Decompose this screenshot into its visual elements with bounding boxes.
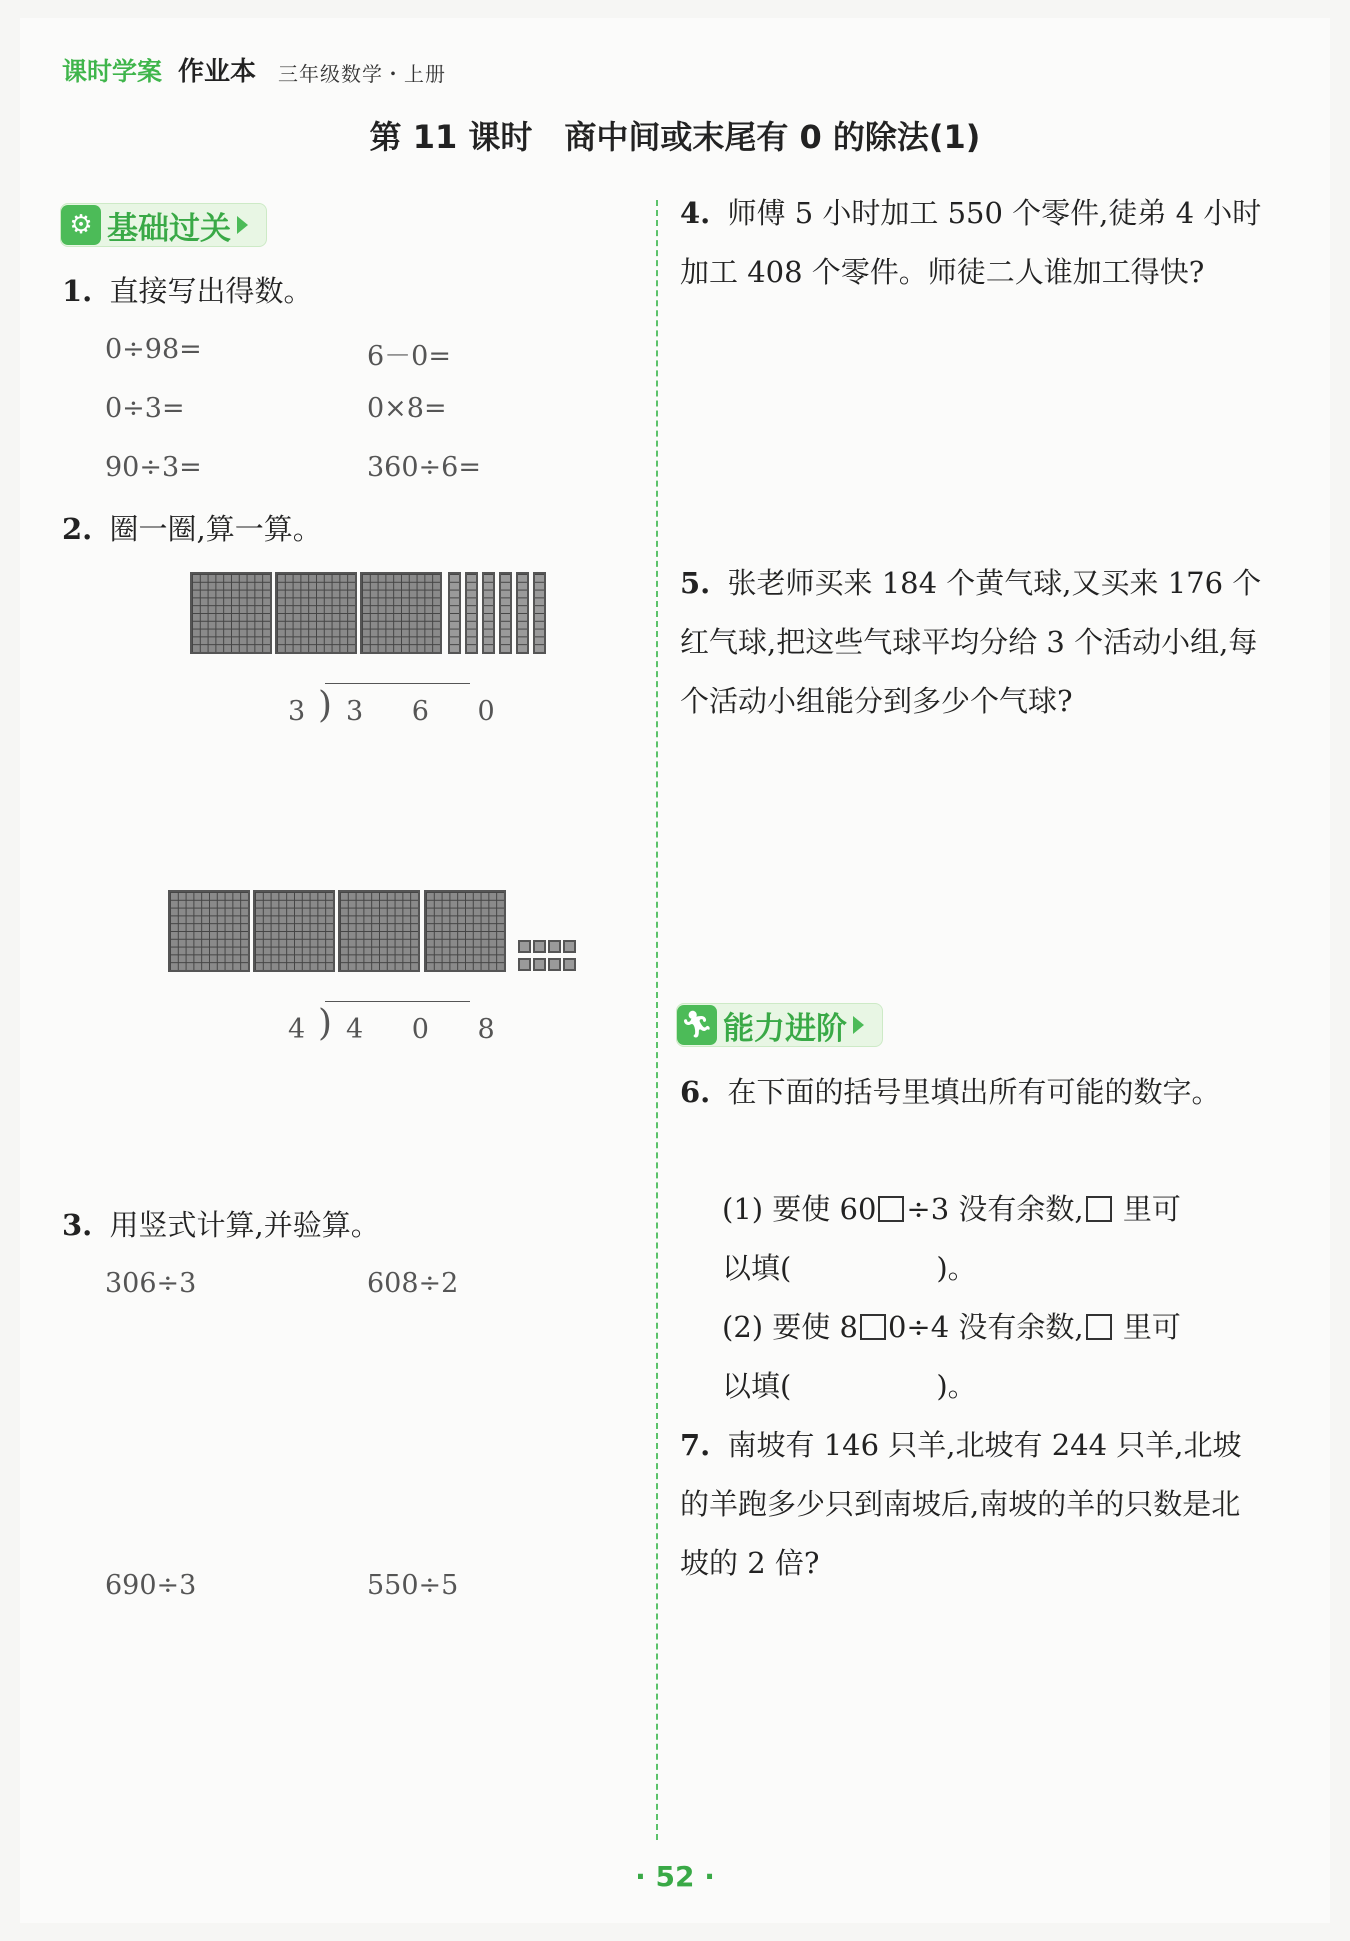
ten-rod: [516, 572, 529, 654]
book-subtitle: 三年级数学・上册: [278, 62, 446, 86]
q1-item: 90÷3=: [105, 452, 202, 483]
arrow-icon: [237, 216, 248, 234]
section-basic-label: 基础过关: [107, 210, 231, 247]
brand-series-name: 课时学案: [62, 57, 163, 86]
divisor: 4: [288, 1014, 306, 1045]
unit-cube: [548, 958, 561, 971]
unit-cube: [533, 940, 546, 953]
unit-cube: [518, 958, 531, 971]
q5: [680, 554, 1262, 731]
hundred-block: [168, 890, 250, 972]
unit-cube: [533, 958, 546, 971]
q1-item: 360÷6=: [367, 452, 481, 483]
q1-item: 0÷98=: [105, 334, 202, 365]
hundred-block: [360, 572, 442, 654]
q2-text: 圈一圈,算一算。: [109, 512, 322, 546]
q3-item: 550÷5: [367, 1570, 459, 1601]
q7: [680, 1416, 1262, 1593]
unit-cube: [563, 940, 576, 953]
q6-sub2-answer: 以填( )。: [722, 1369, 977, 1403]
q3: [62, 1196, 380, 1254]
hundred-block: [275, 572, 357, 654]
page-number: · 52 ·: [635, 1860, 715, 1893]
q6-text: 在下面的括号里填出所有可能的数字。: [727, 1075, 1221, 1109]
q4-number: 4.: [680, 196, 711, 230]
q3-text: 用竖式计算,并验算。: [109, 1208, 380, 1242]
unit-cube: [563, 958, 576, 971]
q1-text: 直接写出得数。: [109, 274, 313, 308]
divisor: 3: [288, 696, 306, 727]
ten-rod: [448, 572, 461, 654]
section-advance: [676, 1002, 883, 1048]
q3-number: 3.: [62, 1208, 93, 1242]
q2-number: 2.: [62, 512, 93, 546]
ten-rod: [482, 572, 495, 654]
q4-text: 师傅 5 小时加工 550 个零件,徒弟 4 小时加工 408 个零件。师徒二人谁加工得快?: [680, 196, 1262, 289]
q3-item: 690÷3: [105, 1570, 197, 1601]
unit-cube: [548, 940, 561, 953]
section-advance-label: 能力进阶: [723, 1010, 847, 1047]
q6: [680, 1063, 1262, 1122]
blank-box: [1086, 1314, 1112, 1340]
q5-number: 5.: [680, 566, 711, 600]
dividend: 4 0 8: [346, 1014, 515, 1045]
q7-text: 南坡有 146 只羊,北坡有 244 只羊,北坡的羊跑多少只到南坡后,南坡的羊的只数是北坡的 2 倍?: [680, 1428, 1242, 1580]
q1-item: 6－0=: [367, 341, 451, 372]
blank-box: [1086, 1196, 1112, 1222]
blank-box: [860, 1314, 886, 1340]
hundred-block: [338, 890, 420, 972]
q1: [62, 262, 313, 320]
ten-rod: [465, 572, 478, 654]
dividend: 3 6 0: [346, 696, 515, 727]
ten-rod: [533, 572, 546, 654]
ten-rod: [499, 572, 512, 654]
q3-item: 608÷2: [367, 1268, 459, 1299]
q6-number: 6.: [680, 1075, 711, 1109]
q5-text: 张老师买来 184 个黄气球,又买来 176 个红气球,把这些气球平均分给 3 个活动小组,每个活动小组能分到多少个气球?: [680, 566, 1262, 718]
q6-sub1-answer: 以填( )。: [722, 1251, 977, 1285]
q3-item: 306÷3: [105, 1268, 197, 1299]
q1-number: 1.: [62, 274, 93, 308]
column-divider: [656, 200, 658, 1840]
q6-sub1: (1) 要使 60 ÷3 没有余数, 里可: [722, 1192, 1181, 1226]
q2: [62, 500, 322, 558]
unit-cube: [518, 940, 531, 953]
section-basic: [60, 202, 267, 248]
q6-sub2: (2) 要使 8 0÷4 没有余数, 里可: [722, 1310, 1181, 1344]
gear-icon: ⚙: [61, 205, 101, 245]
q4: [680, 184, 1262, 302]
runner-icon: 🏃︎: [677, 1005, 717, 1045]
arrow-icon: [853, 1016, 864, 1034]
q1-item: 0×8=: [367, 393, 447, 424]
lesson-title: 第 11 课时 商中间或末尾有 0 的除法(1): [369, 118, 981, 156]
hundred-block: [190, 572, 272, 654]
blank-box: [878, 1196, 904, 1222]
hundred-block: [253, 890, 335, 972]
brand-book-type: 作业本: [178, 57, 257, 87]
hundred-block: [424, 890, 506, 972]
q1-item: 0÷3=: [105, 393, 185, 424]
q7-number: 7.: [680, 1428, 711, 1462]
